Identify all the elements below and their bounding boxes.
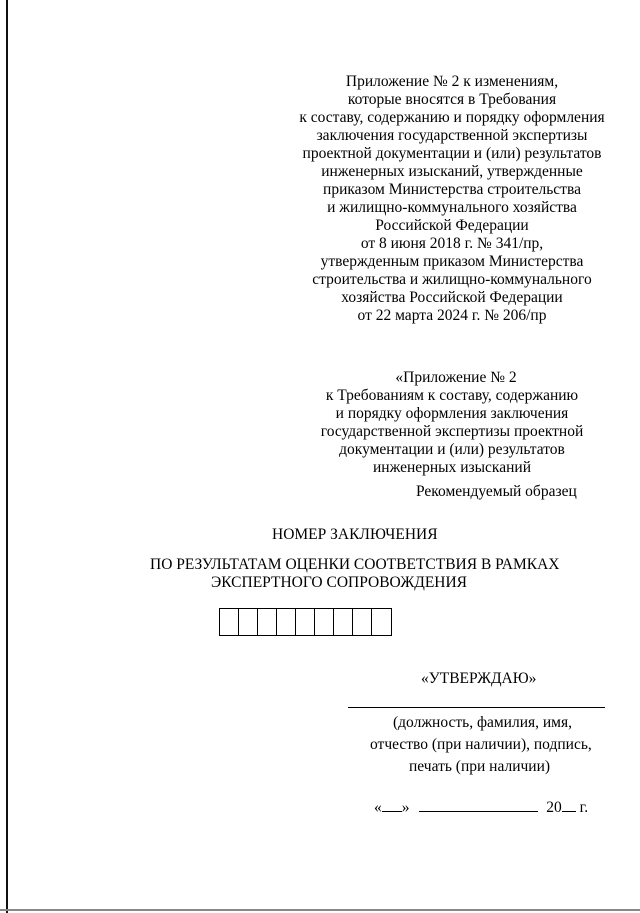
requirements-header-line: документации и (или) результатов xyxy=(339,441,565,458)
signature-caption-line: (должность, фамилия, имя, xyxy=(393,714,572,731)
requirements-header-line: «Приложение № 2 xyxy=(395,369,517,386)
appendix-header-line: и жилищно-коммунального хозяйства xyxy=(327,199,577,216)
number-cell[interactable] xyxy=(277,609,296,635)
page-edge-left xyxy=(6,0,8,913)
signature-line[interactable] xyxy=(348,707,605,708)
appendix-header-line: к составу, содержанию и порядку оформления xyxy=(299,109,605,126)
date-quote-close: » xyxy=(401,799,410,816)
number-cell[interactable] xyxy=(372,609,391,635)
assessment-title-line: ЭКСПЕРТНОГО СОПРОВОЖДЕНИЯ xyxy=(211,574,468,591)
year-field[interactable] xyxy=(562,797,576,812)
assessment-title-line: ПО РЕЗУЛЬТАТАМ ОЦЕНКИ СООТВЕТСТВИЯ В РАМКАХ xyxy=(150,556,560,573)
month-field[interactable] xyxy=(419,797,538,812)
page-edge-bottom xyxy=(0,909,640,911)
approval-label: «УТВЕРЖДАЮ» xyxy=(421,670,537,687)
appendix-header-line: Российской Федерации xyxy=(375,217,529,234)
requirements-header-line: и порядку оформления заключения xyxy=(335,405,569,422)
number-cell[interactable] xyxy=(334,609,353,635)
appendix-header-line: Приложение № 2 к изменениям, xyxy=(345,73,559,90)
appendix-header-line: проектной документации и (или) результатов xyxy=(302,145,602,162)
number-cell[interactable] xyxy=(239,609,258,635)
sample-label: Рекомендуемый образец xyxy=(416,483,577,500)
number-cell[interactable] xyxy=(296,609,315,635)
date-quote-open: « xyxy=(374,799,382,816)
appendix-header-line: которые вносятся в Требования xyxy=(347,91,557,108)
conclusion-number-title: НОМЕР ЗАКЛЮЧЕНИЯ xyxy=(272,526,438,543)
year-prefix: 20 xyxy=(546,799,562,816)
appendix-header-line: инженерных изысканий, утвержденные xyxy=(321,163,583,180)
year-suffix: г. xyxy=(579,799,589,816)
signature-caption-line: печать (при наличии) xyxy=(409,758,551,775)
appendix-header-line: от 22 марта 2024 г. № 206/пр xyxy=(357,307,547,324)
conclusion-number-cells xyxy=(219,608,392,636)
appendix-header-line: от 8 июня 2018 г. № 341/пр, xyxy=(360,235,544,252)
requirements-header-line: к Требованиям к составу, содержанию xyxy=(325,387,579,404)
signature-caption-line: отчество (при наличии), подпись, xyxy=(370,736,592,753)
number-cell[interactable] xyxy=(220,609,239,635)
appendix-header-line: строительства и жилищно-коммунального xyxy=(312,271,592,288)
appendix-header-line: приказом Министерства строительства xyxy=(323,181,581,198)
appendix-header-line: хозяйства Российской Федерации xyxy=(341,289,563,306)
appendix-header-line: заключения государственной экспертизы xyxy=(316,127,588,144)
approval-date xyxy=(374,797,588,817)
day-field[interactable] xyxy=(382,797,402,812)
number-cell[interactable] xyxy=(258,609,277,635)
requirements-header-line: государственной экспертизы проектной xyxy=(320,423,584,440)
number-cell[interactable] xyxy=(353,609,372,635)
requirements-header-line: инженерных изысканий xyxy=(372,459,532,476)
appendix-header-line: утвержденным приказом Министерства xyxy=(320,253,584,270)
number-cell[interactable] xyxy=(315,609,334,635)
